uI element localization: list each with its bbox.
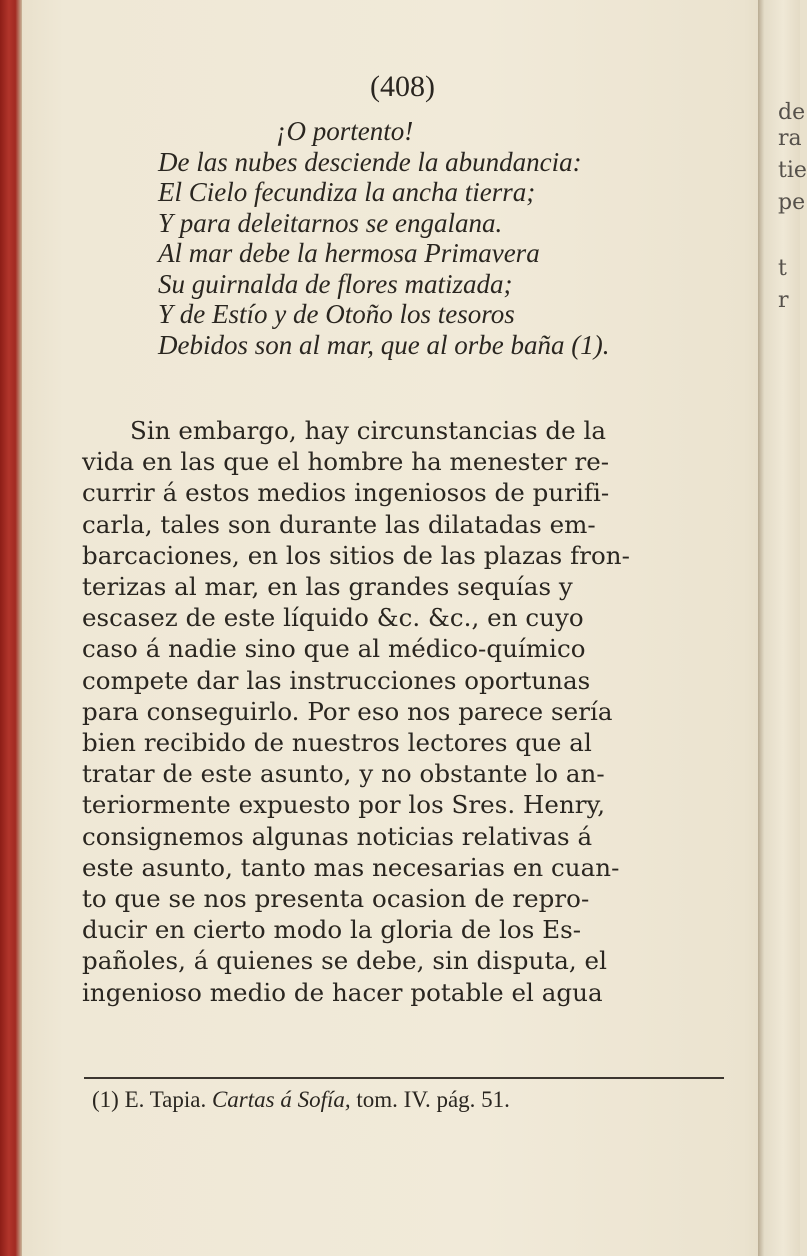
text-line: barcaciones, en los sitios de las plazas fron- <box>82 540 630 570</box>
poem-line: ¡O portento! <box>276 116 414 146</box>
text-line: tratar de este asunto, y no obstante lo an- <box>82 759 605 789</box>
facing-page-fragment: t <box>778 256 787 281</box>
text-line: currir á estos medios ingeniosos de purifi- <box>82 478 610 508</box>
footnote <box>92 1087 510 1113</box>
text-line: carla, tales son durante las dilatadas em- <box>82 509 596 539</box>
poem-line: Debidos son al mar, que al orbe baña (1). <box>158 329 610 360</box>
poem-line: Y para deleitarnos se engalana. <box>158 207 503 238</box>
text-line: ducir en cierto modo la gloria de los Es- <box>82 915 582 945</box>
text-line: consignemos algunas noticias relativas á <box>82 821 593 851</box>
text-line: teriormente expuesto por los Sres. Henry, <box>82 790 606 820</box>
footnote-author: E. Tapia. <box>124 1087 207 1112</box>
footnote-work: Cartas á Sofía, <box>211 1087 351 1112</box>
body-text <box>82 415 732 1008</box>
text-line: Sin embargo, hay circunstancias de la <box>130 416 607 445</box>
text-line: caso á nadie sino que al médico-químico <box>82 634 586 664</box>
text-line: para conseguirlo. Por eso nos parece sería <box>82 696 613 726</box>
text-line: compete dar las instrucciones oportunas <box>82 665 591 695</box>
text-line: pañoles, á quienes se debe, sin disputa, el <box>82 946 607 976</box>
book-binding <box>0 0 22 1256</box>
poem-line: Al mar debe la hermosa Primavera <box>158 238 540 268</box>
facing-page-fragment: pe <box>778 190 806 215</box>
poem-line: Y de Estío y de Otoño los tesoros <box>158 299 515 329</box>
facing-page-fragment: ra <box>778 126 802 151</box>
text-line: escasez de este líquido &c. &c., en cuyo <box>82 603 584 633</box>
facing-page-edge <box>758 0 807 1256</box>
page-number: (408) <box>370 70 435 103</box>
poem-block <box>158 116 758 360</box>
poem-line: Su guirnalda de flores matizada; <box>158 268 513 299</box>
text-line: terizas al mar, en las grandes sequías y <box>82 572 573 602</box>
text-line: este asunto, tanto mas necesarias en cuan- <box>82 852 620 882</box>
poem-line: El Cielo fecundiza la ancha tierra; <box>158 177 536 207</box>
footnote-marker: (1) <box>92 1087 119 1112</box>
footnote-divider <box>84 1077 724 1079</box>
footnote-reference: tom. IV. pág. 51. <box>356 1087 510 1112</box>
text-line: vida en las que el hombre ha menester re- <box>82 447 610 477</box>
text-line: bien recibido de nuestros lectores que al <box>82 728 592 758</box>
poem-line: De las nubes desciende la abundancia: <box>158 146 582 177</box>
facing-page-fragment: tie <box>778 158 807 183</box>
facing-page-fragment: de <box>778 100 806 125</box>
text-line: to que se nos presenta ocasion de repro- <box>82 884 590 914</box>
facing-page-fragment: r <box>778 288 789 313</box>
text-line: ingenioso medio de hacer potable el agua <box>82 977 603 1007</box>
